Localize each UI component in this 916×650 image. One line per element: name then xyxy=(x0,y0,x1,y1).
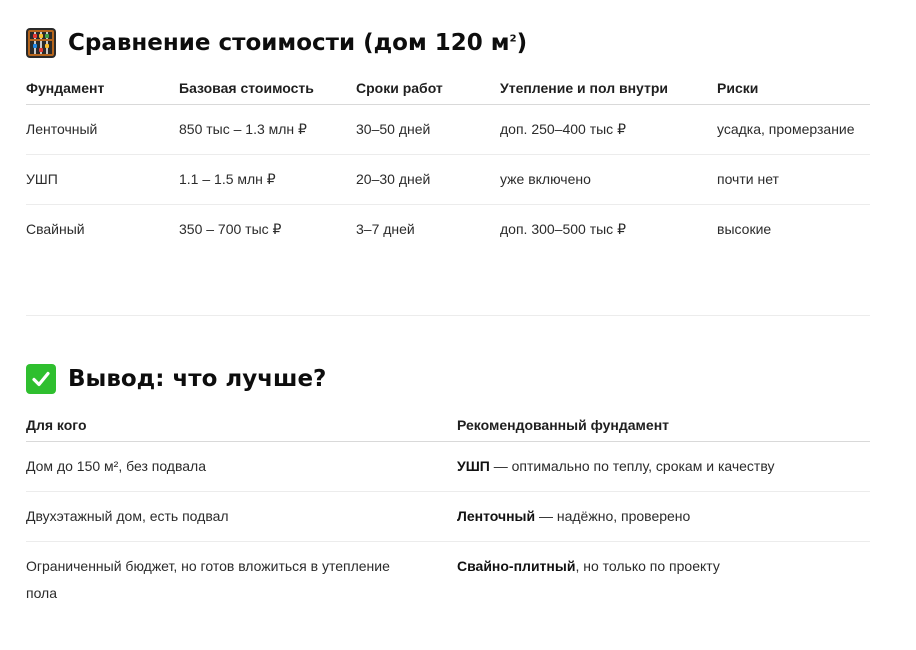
abacus-icon xyxy=(26,28,56,58)
conclusion-heading xyxy=(26,364,870,394)
conclusion-table xyxy=(26,417,870,618)
cell: доп. 250–400 тыс ₽ xyxy=(500,105,717,155)
audience-cell: Дом до 150 м², без подвала xyxy=(26,442,457,492)
table-row xyxy=(26,542,870,619)
cell: 1.1 – 1.5 млн ₽ xyxy=(179,155,356,205)
conclusion-section xyxy=(26,364,870,618)
column-header: Для кого xyxy=(26,417,457,442)
cell: доп. 300–500 тыс ₽ xyxy=(500,221,626,237)
column-header: Сроки работ xyxy=(356,80,500,105)
section-divider xyxy=(26,315,870,316)
table-row xyxy=(26,205,870,255)
table-header-row xyxy=(26,80,870,105)
check-mark-button-icon xyxy=(26,364,56,394)
column-header: Утепление и пол внутри xyxy=(500,80,717,105)
cost-comparison-table xyxy=(26,80,870,254)
cell: Свайный xyxy=(26,221,85,237)
table-row xyxy=(26,492,870,542)
table-header-row xyxy=(26,417,870,442)
cell: 3–7 дней xyxy=(356,221,415,237)
cell: уже включено xyxy=(500,155,717,205)
cost-comparison-section xyxy=(26,28,870,254)
cell: почти нет xyxy=(717,155,870,205)
recommendation-cell: Свайно-плитный, но только по проекту xyxy=(457,558,720,574)
recommendation-cell: УШП — оптимально по теплу, срокам и качеству xyxy=(457,442,870,492)
cell: 30–50 дней xyxy=(356,105,500,155)
column-header: Фундамент xyxy=(26,80,179,105)
heading-text: Сравнение стоимости (дом 120 $м^2$) xyxy=(68,30,528,56)
cell: 350 – 700 тыс ₽ xyxy=(179,221,282,237)
cell: 20–30 дней xyxy=(356,155,500,205)
column-header: Базовая стоимость xyxy=(179,80,356,105)
cell: усадка, промерзание xyxy=(717,105,870,155)
table-row xyxy=(26,442,870,492)
cell: Ленточный xyxy=(26,105,179,155)
cost-comparison-heading xyxy=(26,28,870,58)
audience-cell: Двухэтажный дом, есть подвал xyxy=(26,492,457,542)
table-row xyxy=(26,155,870,205)
cell: УШП xyxy=(26,155,179,205)
table-row xyxy=(26,105,870,155)
recommendation-cell: Ленточный — надёжно, проверено xyxy=(457,492,870,542)
audience-cell: Ограниченный бюджет, но готов вложиться в утепление пола xyxy=(26,558,390,601)
cell: высокие xyxy=(717,221,772,237)
column-header: Рекомендованный фундамент xyxy=(457,417,870,442)
cell: 850 тыс – 1.3 млн ₽ xyxy=(179,105,356,155)
heading-text: Вывод: что лучше? xyxy=(68,366,327,392)
column-header: Риски xyxy=(717,80,870,105)
